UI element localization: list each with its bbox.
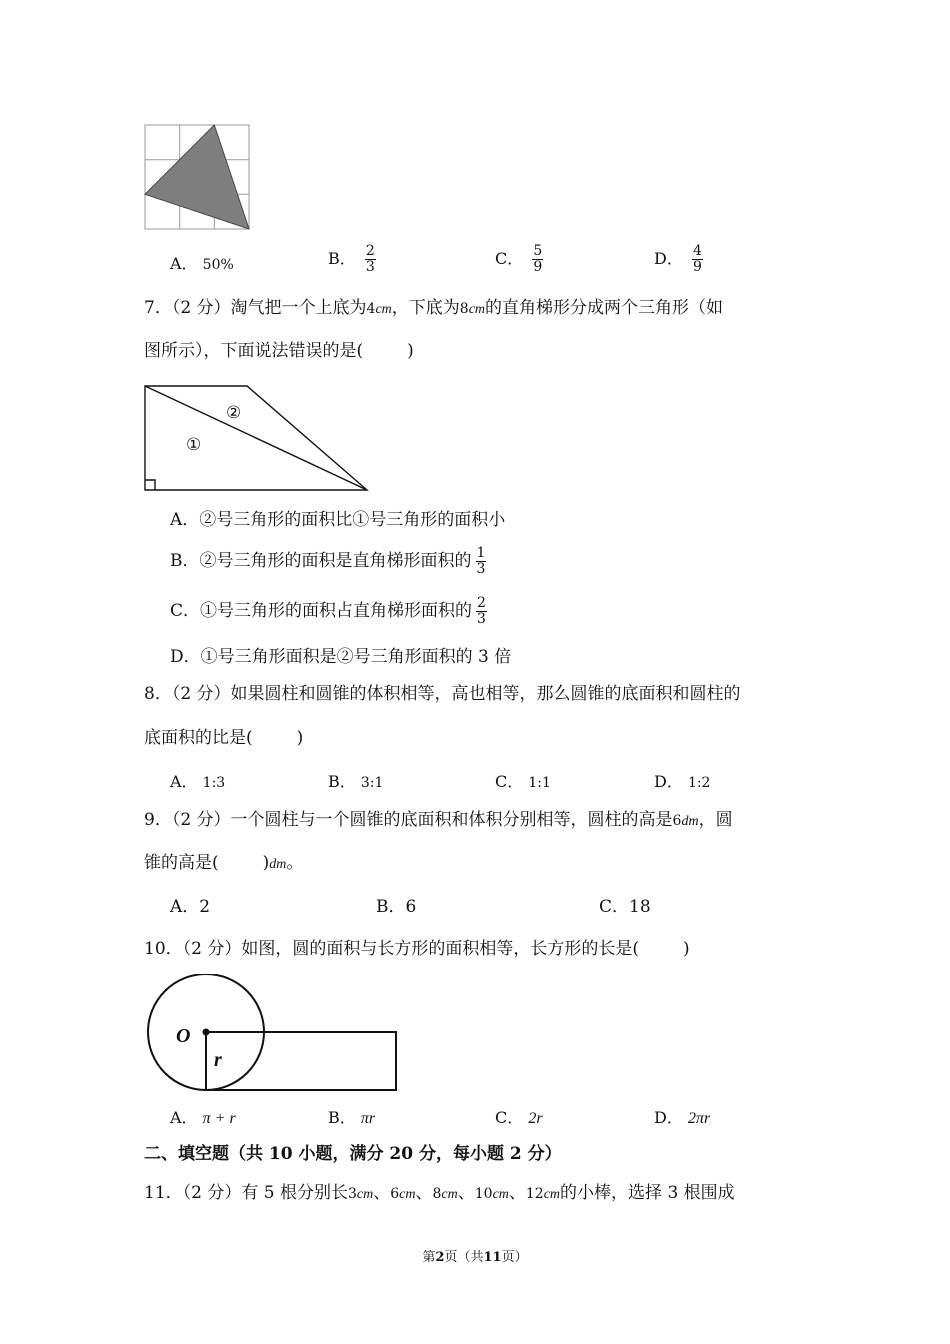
q7-option-b[interactable]: B．②号三角形的面积是直角梯形面积的 $\frac{1}{3}$ [170, 545, 486, 577]
fig-label-1: ① [186, 435, 202, 455]
q6-option-b[interactable] [328, 244, 376, 275]
option-label: C． [495, 249, 524, 268]
q8-option-b[interactable]: B． 3:1 [328, 772, 384, 791]
fraction: $\frac{2}{3}$ [477, 595, 486, 627]
fraction: $\frac{5}{9}$ [533, 243, 543, 275]
q9-stem-line1: 9．（2 分）一个圆柱与一个圆锥的底面积和体积分别相等，圆柱的高是6dm，圆 [144, 810, 733, 830]
q8-option-a[interactable]: A． 1:3 [170, 772, 226, 791]
q10-option-b[interactable]: B． πr [328, 1108, 376, 1127]
q10-option-c[interactable]: C． 2r [495, 1108, 543, 1127]
q10-option-a[interactable]: A． π + r [170, 1108, 236, 1127]
q9-option-c[interactable]: C．18 [599, 897, 651, 917]
q7-stem-line1: 7．（2 分）淘气把一个上底为4cm，下底为8cm的直角梯形分成两个三角形（如 [144, 298, 724, 318]
q10-circle-rectangle-figure [142, 974, 404, 1096]
q7-trapezoid-figure [142, 384, 372, 494]
q11-stem-line1: 11．（2 分）有 5 根分别长3cm、6cm、8cm、10cm、12cm的小棒，选择 3 根围成 [144, 1183, 735, 1203]
section-heading: 二、填空题（共 10 小题，满分 20 分，每小题 2 分） [144, 1144, 562, 1164]
q7-option-a[interactable]: A．②号三角形的面积比①号三角形的面积小 [170, 510, 506, 530]
q9-option-b[interactable]: B．6 [376, 897, 417, 917]
q8-option-c[interactable]: C． 1:1 [495, 772, 551, 791]
q6-option-a[interactable] [170, 252, 234, 277]
q8-stem-line1: 8．（2 分）如果圆柱和圆锥的体积相等，高也相等，那么圆锥的底面积和圆柱的 [144, 684, 741, 704]
option-label: A． [170, 254, 198, 273]
page-footer: 第2页（共11页） [422, 1250, 528, 1265]
fig-label-r: r [214, 1049, 222, 1071]
option-value: 50% [202, 257, 234, 273]
fraction: $\frac{4}{9}$ [692, 243, 702, 275]
q7-stem-line2: 图所示），下面说法错误的是( ) [144, 341, 414, 361]
fraction: $\frac{1}{3}$ [476, 545, 486, 577]
q10-option-d[interactable]: D． 2πr [654, 1108, 711, 1127]
q6-option-d[interactable] [654, 244, 703, 275]
q7-option-c[interactable]: C．①号三角形的面积占直角梯形面积的 $\frac{2}{3}$ [170, 595, 486, 627]
q6-grid-triangle-figure [144, 124, 252, 232]
fig-label-o: O [176, 1025, 191, 1047]
option-label: D． [654, 249, 683, 268]
option-label: B． [328, 249, 356, 268]
q9-stem-line2: 锥的高是( )dm。 [144, 853, 304, 873]
q10-stem: 10．（2 分）如图，圆的面积与长方形的面积相等，长方形的长是( ) [144, 939, 690, 959]
q9-option-a[interactable]: A．2 [170, 897, 211, 917]
q8-option-d[interactable]: D． 1:2 [654, 772, 711, 791]
fig-label-2: ② [226, 403, 242, 423]
q8-stem-line2: 底面积的比是( ) [144, 728, 304, 748]
fraction: $\frac{2}{3}$ [365, 243, 375, 275]
q6-option-c[interactable] [495, 244, 543, 275]
q7-option-d[interactable]: D．①号三角形面积是②号三角形面积的 3 倍 [170, 647, 512, 667]
